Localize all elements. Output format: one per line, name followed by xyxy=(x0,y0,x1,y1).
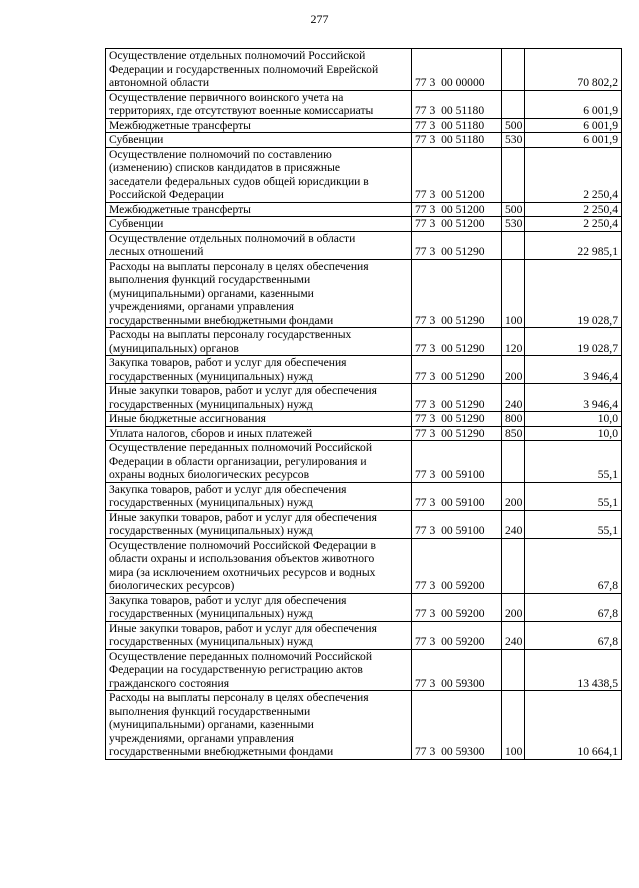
budget-table xyxy=(105,48,622,760)
row-amount-cell: 2 250,4 xyxy=(525,147,622,202)
row-expense-type-cell xyxy=(502,649,525,691)
table-row xyxy=(106,328,622,356)
row-name-cell: Закупка товаров, работ и услуг для обеспечения государственных (муниципальных) нужд xyxy=(106,356,412,384)
table-row xyxy=(106,118,622,133)
row-code-cell: 77 3 00 59100 xyxy=(412,441,502,483)
row-expense-type-cell: 100 xyxy=(502,691,525,760)
table-row xyxy=(106,441,622,483)
row-amount-cell: 10,0 xyxy=(525,426,622,441)
row-expense-type-cell: 100 xyxy=(502,259,525,328)
table-row xyxy=(106,356,622,384)
row-amount-cell: 55,1 xyxy=(525,482,622,510)
row-code-cell: 77 3 00 51290 xyxy=(412,412,502,427)
table-row xyxy=(106,482,622,510)
row-amount-cell: 55,1 xyxy=(525,510,622,538)
row-name-cell: Субвенции xyxy=(106,217,412,232)
table-row xyxy=(106,412,622,427)
row-name-cell: Расходы на выплаты персоналу в целях обеспечения выполнения функций государственными (муниципальными) органами, казенными учреждениями, органами управления государственными внебюджетными фондами xyxy=(106,691,412,760)
table-row xyxy=(106,621,622,649)
row-expense-type-cell: 200 xyxy=(502,482,525,510)
row-name-cell: Расходы на выплаты персоналу государственных (муниципальных) органов xyxy=(106,328,412,356)
row-amount-cell: 3 946,4 xyxy=(525,356,622,384)
table-row xyxy=(106,426,622,441)
row-code-cell: 77 3 00 59300 xyxy=(412,649,502,691)
row-expense-type-cell: 530 xyxy=(502,133,525,148)
row-amount-cell: 70 802,2 xyxy=(525,49,622,91)
row-expense-type-cell: 530 xyxy=(502,217,525,232)
row-code-cell: 77 3 00 59100 xyxy=(412,510,502,538)
row-code-cell: 77 3 00 51180 xyxy=(412,90,502,118)
row-name-cell: Межбюджетные трансферты xyxy=(106,118,412,133)
row-amount-cell: 10 664,1 xyxy=(525,691,622,760)
row-amount-cell: 2 250,4 xyxy=(525,217,622,232)
row-code-cell: 77 3 00 51200 xyxy=(412,217,502,232)
row-amount-cell: 67,8 xyxy=(525,538,622,593)
row-amount-cell: 2 250,4 xyxy=(525,202,622,217)
row-name-cell: Уплата налогов, сборов и иных платежей xyxy=(106,426,412,441)
budget-table-body xyxy=(106,49,622,760)
row-expense-type-cell xyxy=(502,147,525,202)
row-code-cell: 77 3 00 59100 xyxy=(412,482,502,510)
table-row xyxy=(106,231,622,259)
row-expense-type-cell: 200 xyxy=(502,356,525,384)
row-name-cell: Осуществление переданных полномочий Российской Федерации в области организации, регулирования и охраны водных биологических ресурсов xyxy=(106,441,412,483)
table-row xyxy=(106,202,622,217)
table-row xyxy=(106,49,622,91)
row-amount-cell: 6 001,9 xyxy=(525,118,622,133)
row-code-cell: 77 3 00 59200 xyxy=(412,593,502,621)
row-amount-cell: 13 438,5 xyxy=(525,649,622,691)
row-name-cell: Иные закупки товаров, работ и услуг для обеспечения государственных (муниципальных) нужд xyxy=(106,510,412,538)
row-name-cell: Закупка товаров, работ и услуг для обеспечения государственных (муниципальных) нужд xyxy=(106,593,412,621)
row-code-cell: 77 3 00 51290 xyxy=(412,231,502,259)
row-code-cell: 77 3 00 00000 xyxy=(412,49,502,91)
table-row xyxy=(106,510,622,538)
table-row xyxy=(106,90,622,118)
table-row xyxy=(106,259,622,328)
row-expense-type-cell: 500 xyxy=(502,202,525,217)
row-code-cell: 77 3 00 59200 xyxy=(412,538,502,593)
table-row xyxy=(106,217,622,232)
table-row xyxy=(106,649,622,691)
page-number: 277 xyxy=(310,12,329,26)
row-code-cell: 77 3 00 51180 xyxy=(412,118,502,133)
row-amount-cell: 6 001,9 xyxy=(525,90,622,118)
row-code-cell: 77 3 00 51290 xyxy=(412,356,502,384)
row-amount-cell: 19 028,7 xyxy=(525,259,622,328)
row-amount-cell: 67,8 xyxy=(525,593,622,621)
row-code-cell: 77 3 00 51200 xyxy=(412,147,502,202)
row-code-cell: 77 3 00 59200 xyxy=(412,621,502,649)
row-name-cell: Иные закупки товаров, работ и услуг для обеспечения государственных (муниципальных) нужд xyxy=(106,384,412,412)
row-expense-type-cell xyxy=(502,538,525,593)
row-expense-type-cell: 240 xyxy=(502,621,525,649)
row-expense-type-cell: 240 xyxy=(502,510,525,538)
row-amount-cell: 67,8 xyxy=(525,621,622,649)
row-name-cell: Осуществление отдельных полномочий Российской Федерации и государственных полномочий Еврейской автономной области xyxy=(106,49,412,91)
table-row xyxy=(106,691,622,760)
row-amount-cell: 19 028,7 xyxy=(525,328,622,356)
row-name-cell: Осуществление отдельных полномочий в области лесных отношений xyxy=(106,231,412,259)
row-name-cell: Иные бюджетные ассигнования xyxy=(106,412,412,427)
row-name-cell: Осуществление полномочий Российской Федерации в области охраны и использования объектов животного мира (за исключением охотничьих ресурсов и водных биологических ресурсов) xyxy=(106,538,412,593)
row-code-cell: 77 3 00 51200 xyxy=(412,202,502,217)
row-name-cell: Иные закупки товаров, работ и услуг для обеспечения государственных (муниципальных) нужд xyxy=(106,621,412,649)
row-name-cell: Расходы на выплаты персоналу в целях обеспечения выполнения функций государственными (муниципальными) органами, казенными учреждениями, органами управления государственными внебюджетными фондами xyxy=(106,259,412,328)
row-code-cell: 77 3 00 51290 xyxy=(412,384,502,412)
row-expense-type-cell xyxy=(502,90,525,118)
row-name-cell: Межбюджетные трансферты xyxy=(106,202,412,217)
row-expense-type-cell: 240 xyxy=(502,384,525,412)
row-name-cell: Осуществление первичного воинского учета на территориях, где отсутствуют военные комиссариаты xyxy=(106,90,412,118)
row-amount-cell: 55,1 xyxy=(525,441,622,483)
table-row xyxy=(106,384,622,412)
row-expense-type-cell: 800 xyxy=(502,412,525,427)
row-code-cell: 77 3 00 51290 xyxy=(412,259,502,328)
row-amount-cell: 6 001,9 xyxy=(525,133,622,148)
row-expense-type-cell: 500 xyxy=(502,118,525,133)
row-expense-type-cell xyxy=(502,231,525,259)
row-expense-type-cell xyxy=(502,441,525,483)
table-row xyxy=(106,147,622,202)
row-amount-cell: 22 985,1 xyxy=(525,231,622,259)
table-row xyxy=(106,133,622,148)
row-name-cell: Осуществление переданных полномочий Российской Федерации на государственную регистрацию актов гражданского состояния xyxy=(106,649,412,691)
row-name-cell: Осуществление полномочий по составлению (изменению) списков кандидатов в присяжные заседатели федеральных судов общей юрисдикции в Российской Федерации xyxy=(106,147,412,202)
row-code-cell: 77 3 00 51290 xyxy=(412,426,502,441)
row-expense-type-cell xyxy=(502,49,525,91)
row-expense-type-cell: 850 xyxy=(502,426,525,441)
row-name-cell: Закупка товаров, работ и услуг для обеспечения государственных (муниципальных) нужд xyxy=(106,482,412,510)
table-row xyxy=(106,593,622,621)
row-amount-cell: 10,0 xyxy=(525,412,622,427)
table-row xyxy=(106,538,622,593)
row-name-cell: Субвенции xyxy=(106,133,412,148)
row-code-cell: 77 3 00 51290 xyxy=(412,328,502,356)
row-code-cell: 77 3 00 59300 xyxy=(412,691,502,760)
row-amount-cell: 3 946,4 xyxy=(525,384,622,412)
row-expense-type-cell: 200 xyxy=(502,593,525,621)
row-expense-type-cell: 120 xyxy=(502,328,525,356)
row-code-cell: 77 3 00 51180 xyxy=(412,133,502,148)
